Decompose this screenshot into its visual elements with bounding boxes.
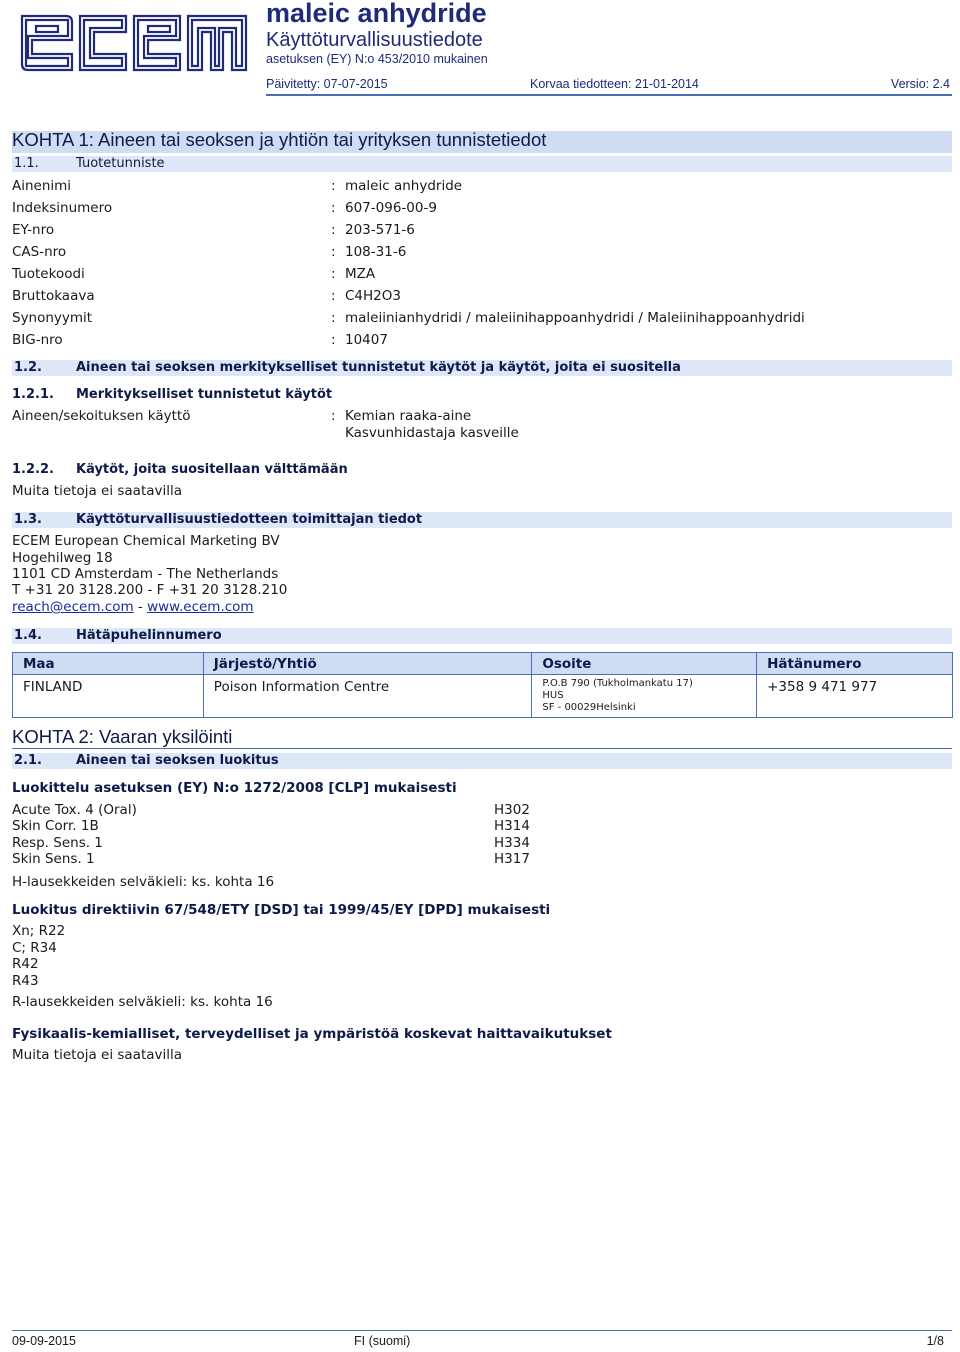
supplier-name: ECEM European Chemical Marketing BV <box>12 533 280 549</box>
identifier-colon: : <box>331 200 336 216</box>
identifier-value: 607-096-00-9 <box>345 200 437 216</box>
hazard-code: H302 <box>494 802 530 818</box>
subsection-2-1-header <box>12 753 952 769</box>
effects-text: Muita tietoja ei saatavilla <box>12 1047 183 1063</box>
table-header-row <box>13 653 953 675</box>
subsection-number: 1.4. <box>14 628 42 643</box>
effects-heading: Fysikaalis-kemialliset, terveydelliset ja ympäristöä koskevat haittavaikutukset <box>12 1026 612 1042</box>
identifier-value: 203-571-6 <box>345 222 415 238</box>
hazard-class: Resp. Sens. 1 <box>12 835 103 851</box>
hazard-class: Skin Corr. 1B <box>12 818 99 834</box>
supplier-contact-links <box>12 599 254 615</box>
version-label: Versio: 2.4 <box>890 77 950 91</box>
supplier-city: 1101 CD Amsterdam - The Netherlands <box>12 566 279 582</box>
subsection-number: 2.1. <box>14 753 42 768</box>
identifier-label: Ainenimi <box>12 178 72 194</box>
identifier-label: BIG-nro <box>12 332 63 348</box>
hazard-code: H317 <box>494 851 530 867</box>
dsd-heading: Luokitus direktiivin 67/548/ETY [DSD] tai 1999/45/EY [DPD] mukaisesti <box>12 902 551 918</box>
identifier-value: C4H2O3 <box>345 288 401 304</box>
dsd-item: R42 <box>12 956 39 972</box>
regulation-text: asetuksen (EY) N:o 453/2010 mukainen <box>266 52 488 66</box>
subsection-title: Aineen tai seoksen merkitykselliset tunnistetut käytöt ja käytöt, joita ei suositella <box>76 360 681 375</box>
identifier-colon: : <box>331 310 336 326</box>
identifier-label: Tuotekoodi <box>12 266 85 282</box>
identifier-colon: : <box>331 222 336 238</box>
identifier-colon: : <box>331 266 336 282</box>
dsd-item: C; R34 <box>12 940 57 956</box>
hazard-class: Acute Tox. 4 (Oral) <box>12 802 137 818</box>
identifier-label: EY-nro <box>12 222 55 238</box>
address-cell <box>532 675 757 718</box>
organization-cell: Poison Information Centre <box>203 675 532 718</box>
clp-heading: Luokittelu asetuksen (EY) N:o 1272/2008 [CLP] mukaisesti <box>12 780 457 796</box>
subsection-number: 1.2.2. <box>12 462 54 477</box>
subsection-number: 1.2. <box>14 360 42 375</box>
document-title: maleic anhydride <box>266 0 487 28</box>
footer-divider <box>12 1330 952 1331</box>
identifier-colon: : <box>331 332 336 348</box>
dsd-item: R43 <box>12 973 39 989</box>
subsection-1-4-header <box>12 628 952 644</box>
hazard-class: Skin Sens. 1 <box>12 851 95 867</box>
identifier-label: CAS-nro <box>12 244 67 260</box>
identifier-label: Indeksinumero <box>12 200 113 216</box>
section-2-divider <box>12 748 952 749</box>
identifier-colon: : <box>331 244 336 260</box>
footer-language: FI (suomi) <box>354 1334 411 1348</box>
address-line: P.O.B 790 (Tukholmankatu 17) <box>542 678 693 689</box>
document-subtitle: Käyttöturvallisuustiedote <box>266 29 483 51</box>
column-header: Maa <box>13 653 204 675</box>
avoid-uses-text: Muita tietoja ei saatavilla <box>12 483 183 499</box>
subsection-1-3-header <box>12 512 952 528</box>
link-separator: - <box>133 599 148 615</box>
identifier-value: 108-31-6 <box>345 244 407 260</box>
footer-date: 09-09-2015 <box>12 1334 76 1348</box>
hazard-code: H314 <box>494 818 530 834</box>
supplier-phone: T +31 20 3128.200 - F +31 20 3128.210 <box>12 582 288 598</box>
emergency-phone-cell: +358 9 471 977 <box>757 675 953 718</box>
dsd-item: Xn; R22 <box>12 923 66 939</box>
supplier-street: Hogehilweg 18 <box>12 550 113 566</box>
use-colon: : <box>331 408 336 424</box>
section-1-title: KOHTA 1: Aineen tai seoksen ja yhtiön tai yrityksen tunnistetiedot <box>12 129 547 150</box>
identifier-value: 10407 <box>345 332 388 348</box>
footer-page-number: 1/8 <box>926 1334 944 1348</box>
column-header: Osoite <box>532 653 757 675</box>
subsection-title: Käyttöturvallisuustiedotteen toimittajan tiedot <box>76 512 423 527</box>
header-divider <box>266 94 952 96</box>
identifier-value: maleic anhydride <box>345 178 463 194</box>
subsection-1-1-header <box>12 156 952 172</box>
replaces-date: Korvaa tiedotteen: 21-01-2014 <box>530 77 699 91</box>
subsection-title: Merkitykselliset tunnistetut käytöt <box>76 387 333 402</box>
subsection-number: 1.2.1. <box>12 387 54 402</box>
identifier-colon: : <box>331 288 336 304</box>
identifier-colon: : <box>331 178 336 194</box>
address-line: HUS <box>542 690 564 701</box>
country-cell: FINLAND <box>13 675 204 718</box>
use-value-2: Kasvunhidastaja kasveille <box>345 425 519 441</box>
identifier-label: Synonyymit <box>12 310 93 326</box>
emergency-table <box>12 652 953 718</box>
r-phrase-note: R-lausekkeiden selväkieli: ks. kohta 16 <box>12 994 273 1010</box>
subsection-number: 1.3. <box>14 512 42 527</box>
updated-date: Päivitetty: 07-07-2015 <box>266 77 388 91</box>
email-link[interactable]: reach@ecem.com <box>12 599 134 615</box>
use-label: Aineen/sekoituksen käyttö <box>12 408 191 424</box>
identifier-value: MZA <box>345 266 376 282</box>
subsection-title: Aineen tai seoksen luokitus <box>76 753 279 768</box>
ecem-logo <box>14 4 254 82</box>
subsection-title: Hätäpuhelinnumero <box>76 628 222 643</box>
address-line: SF - 00029Helsinki <box>542 702 636 713</box>
table-row <box>13 675 953 718</box>
column-header: Järjestö/Yhtiö <box>203 653 532 675</box>
column-header: Hätänumero <box>757 653 953 675</box>
subsection-title: Tuotetunniste <box>76 156 165 171</box>
subsection-title: Käytöt, joita suositellaan välttämään <box>76 462 348 477</box>
website-link[interactable]: www.ecem.com <box>147 599 254 615</box>
section-2-title: KOHTA 2: Vaaran yksilöinti <box>12 726 233 747</box>
identifier-value: maleiinianhydridi / maleiinihappoanhydridi / Maleiinihappoanhydridi <box>345 310 805 326</box>
subsection-number: 1.1. <box>14 156 39 171</box>
section-1-header <box>12 131 952 153</box>
use-value-1: Kemian raaka-aine <box>345 408 472 424</box>
identifier-label: Bruttokaava <box>12 288 95 304</box>
subsection-1-2-header <box>12 360 952 376</box>
hazard-code: H334 <box>494 835 530 851</box>
h-statement-note: H-lausekkeiden selväkieli: ks. kohta 16 <box>12 874 275 890</box>
